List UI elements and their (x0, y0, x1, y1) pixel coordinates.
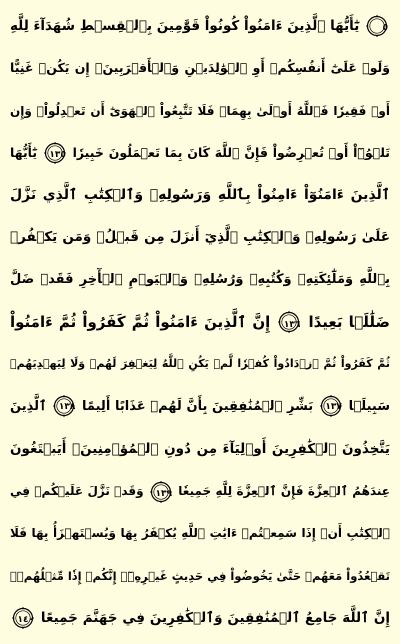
ayah-number: ١٣٥ (49, 150, 66, 161)
verse-text: يَتَّخِذُونَ ٱلۡكَٰفِرِينَ أَوۡلِيَآءَ مِن دُونِ ٱلۡمُؤۡمِنِينَۚ أَيَبۡتَغُونَ (10, 440, 390, 457)
ayah-number: ٥ (382, 23, 388, 33)
ayah-end-marker (150, 481, 172, 503)
ayah-end-marker (366, 15, 388, 37)
verse-line (10, 598, 390, 638)
ayah-end-marker (12, 607, 34, 629)
verse-line (10, 429, 390, 469)
verse-line (10, 556, 390, 596)
verse-text: وَلَوۡ عَلَىٰٓ أَنفُسِكُمۡ أَوِ ٱلۡوَٰلِدَيۡنِ وَٱلۡأَقۡرَبِينَۚ إِن يَكُنۡ غَنِيًّا (10, 60, 390, 76)
ayah-end-marker (278, 311, 300, 333)
verse-line (10, 48, 390, 88)
verse-text: سَبِيلَۢا (348, 398, 390, 414)
ayah-end-marker (44, 142, 66, 164)
verse-line (10, 133, 390, 173)
verse-text: يَٰٓأَيُّهَا (10, 144, 38, 160)
ayah-number: ١٤٠ (17, 614, 34, 625)
ayah-end-marker (53, 395, 75, 417)
verse-text: ٱلَّذِينَ (10, 398, 47, 414)
verse-line (10, 513, 390, 553)
verse-line (10, 302, 390, 342)
verse-line (10, 6, 390, 46)
verse-line (10, 217, 390, 257)
verse-line (10, 91, 390, 131)
verse-text: ضَلَٰلَۢا بَعِيدًا (308, 312, 390, 331)
verse-text: إِنَّ ٱلَّذِينَ ءَامَنُواْ ثُمَّ كَفَرُواْ ثُمَّ ءَامَنُواْ (10, 312, 271, 331)
ayah-number: ١٣٦ (283, 320, 301, 331)
verse-line (10, 344, 390, 384)
verse-text: إِنَّ ٱللَّهَ جَامِعُ ٱلۡمُنَٰفِقِينَ وَٱلۡكَٰفِرِينَ فِي جَهَنَّمَ جَمِيعًا (40, 609, 390, 626)
verse-text: يَٰٓأَيُّهَا ٱلَّذِينَ ءَامَنُواْ كُونُواْ قَوَّٰمِينَ بِٱلۡقِسۡطِ شُهَدَآءَ لِلَّهِ (10, 18, 360, 34)
verse-text: بِٱللَّهِ وَمَلَٰٓئِكَتِهِۦ وَكُتُبِهِۦ وَرُسُلِهِۦ وَٱلۡيَوۡمِ ٱلۡأٓخِرِ فَقَدۡ ضَلَّ (10, 271, 390, 287)
verse-text: ٱلَّذِينَ ءَامَنُوٓاْ ءَامِنُواْ بِٱللَّهِ وَرَسُولِهِۦ وَٱلۡكِتَٰبِ ٱلَّذِي نَزَّلَ (10, 187, 390, 204)
verse-text: بَشِّرِ ٱلۡمُنَٰفِقِينَ بِأَنَّ لَهُمۡ عَذَابًا أَلِيمًا (82, 398, 314, 414)
verse-text: ٱلۡكِتَٰبِ أَنۡ إِذَا سَمِعۡتُمۡ ءَايَٰتِ ٱللَّهِ يُكۡفَرُ بِهَا وَيُسۡتَهۡزَأُ بِهَا فَلَا (10, 526, 390, 541)
ayah-number: ١٣٨ (58, 402, 76, 413)
verse-text: وَقَدۡ نَزَّلَ عَلَيۡكُمۡ فِي (10, 484, 144, 499)
ayah-end-marker (320, 395, 342, 417)
ayah-number: ١٣٩ (155, 488, 172, 499)
verse-text: عِندَهُمُ ٱلۡعِزَّةَ فَإِنَّ ٱلۡعِزَّةَ لِلَّهِ جَمِيعٗا (178, 484, 390, 499)
verse-text: تَقۡعُدُواْ مَعَهُمۡ حَتَّىٰ يَخُوضُواْ فِي حَدِيثٍ غَيۡرِهِۦٓۚ إِنَّكُمۡ إِذٗا مِّثۡلُهُمۡۗ (10, 568, 390, 583)
verse-line (10, 175, 390, 215)
verse-line (10, 387, 390, 427)
verse-text: عَلَىٰ رَسُولِهِۦ وَٱلۡكِتَٰبِ ٱلَّذِيٓ أَنزَلَ مِن قَبۡلُۚ وَمَن يَكۡفُرۡ (10, 229, 390, 246)
verse-text: أَوۡ فَقِيرٗا فَٱللَّهُ أَوۡلَىٰ بِهِمَاۖ فَلَا تَتَّبِعُواْ ٱلۡهَوَىٰٓ أَن تَعۡدِلُواْۚ وَإِن (10, 103, 390, 118)
verse-text: تَلۡوُۥٓاْ أَوۡ تُعۡرِضُواْ فَإِنَّ ٱللَّهَ كَانَ بِمَا تَعۡمَلُونَ خَبِيرٗا (72, 144, 390, 160)
ayah-number: ١٣٧ (325, 402, 342, 413)
verse-line (10, 471, 390, 511)
verse-line (10, 260, 390, 300)
verse-text: ثُمَّ كَفَرُواْ ثُمَّ ٱزۡدَادُواْ كُفۡرٗا لَّمۡ يَكُنِ ٱللَّهُ لِيَغۡفِرَ لَهُمۡ وَلَا لِيَهۡدِيَهُمۡ (10, 357, 390, 371)
